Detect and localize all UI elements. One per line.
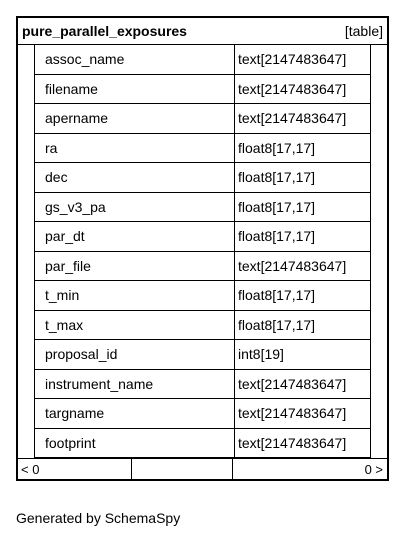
child-count: 0 > xyxy=(364,461,383,477)
column-type: float8[17,17] xyxy=(235,193,371,223)
column-row xyxy=(18,163,387,193)
column-row xyxy=(18,104,387,134)
column-name[interactable]: ra xyxy=(35,134,235,164)
table-footer xyxy=(18,458,387,479)
column-name[interactable]: targname xyxy=(35,399,235,429)
column-type: text[2147483647] xyxy=(235,429,371,459)
table-kind-label: [table] xyxy=(344,23,383,39)
column-list xyxy=(18,45,387,458)
column-row xyxy=(18,222,387,252)
row-gutter xyxy=(18,163,35,193)
row-gutter-right xyxy=(371,311,387,341)
column-name[interactable]: apername xyxy=(35,104,235,134)
column-row xyxy=(18,252,387,282)
column-type: text[2147483647] xyxy=(235,45,371,75)
row-gutter xyxy=(18,311,35,341)
column-row xyxy=(18,193,387,223)
row-gutter-right xyxy=(371,75,387,105)
column-name[interactable]: proposal_id xyxy=(35,340,235,370)
column-name[interactable]: par_file xyxy=(35,252,235,282)
row-gutter-right xyxy=(371,193,387,223)
row-gutter xyxy=(18,252,35,282)
column-row xyxy=(18,134,387,164)
column-type: text[2147483647] xyxy=(235,104,371,134)
row-gutter xyxy=(18,340,35,370)
row-gutter-right xyxy=(371,163,387,193)
column-type: float8[17,17] xyxy=(235,134,371,164)
row-gutter xyxy=(18,370,35,400)
row-gutter xyxy=(18,222,35,252)
row-gutter-right xyxy=(371,252,387,282)
row-gutter xyxy=(18,193,35,223)
row-gutter-right xyxy=(371,45,387,75)
row-gutter xyxy=(18,399,35,429)
table-node xyxy=(16,16,389,481)
generated-by-label: Generated by SchemaSpy xyxy=(16,510,181,526)
column-row xyxy=(18,370,387,400)
row-gutter xyxy=(18,281,35,311)
row-gutter xyxy=(18,45,35,75)
column-type: float8[17,17] xyxy=(235,163,371,193)
column-name[interactable]: filename xyxy=(35,75,235,105)
column-type: text[2147483647] xyxy=(235,75,371,105)
row-gutter-right xyxy=(371,429,387,459)
column-type: int8[19] xyxy=(235,340,371,370)
row-gutter xyxy=(18,104,35,134)
column-name[interactable]: gs_v3_pa xyxy=(35,193,235,223)
column-type: text[2147483647] xyxy=(235,252,371,282)
row-gutter-right xyxy=(371,281,387,311)
column-type: float8[17,17] xyxy=(235,281,371,311)
column-name[interactable]: t_max xyxy=(35,311,235,341)
column-type: text[2147483647] xyxy=(235,399,371,429)
row-gutter-right xyxy=(371,104,387,134)
column-name[interactable]: t_min xyxy=(35,281,235,311)
column-name[interactable]: dec xyxy=(35,163,235,193)
column-type: text[2147483647] xyxy=(235,370,371,400)
table-name[interactable]: pure_parallel_exposures xyxy=(22,23,187,39)
row-gutter-right xyxy=(371,370,387,400)
row-gutter-right xyxy=(371,222,387,252)
column-row xyxy=(18,281,387,311)
column-row xyxy=(18,340,387,370)
column-type: float8[17,17] xyxy=(235,311,371,341)
row-gutter-right xyxy=(371,134,387,164)
row-gutter-right xyxy=(371,399,387,429)
footer-spacer xyxy=(132,459,233,479)
column-name[interactable]: par_dt xyxy=(35,222,235,252)
row-gutter xyxy=(18,429,35,459)
column-name[interactable]: instrument_name xyxy=(35,370,235,400)
row-gutter xyxy=(18,134,35,164)
column-type: float8[17,17] xyxy=(235,222,371,252)
row-gutter xyxy=(18,75,35,105)
column-row xyxy=(18,75,387,105)
column-name[interactable]: footprint xyxy=(35,429,235,459)
parent-count: < 0 xyxy=(18,459,132,479)
column-row xyxy=(18,45,387,75)
table-header xyxy=(18,18,387,45)
column-name[interactable]: assoc_name xyxy=(35,45,235,75)
column-row xyxy=(18,399,387,429)
row-gutter-right xyxy=(371,340,387,370)
column-row xyxy=(18,311,387,341)
column-row xyxy=(18,429,387,459)
